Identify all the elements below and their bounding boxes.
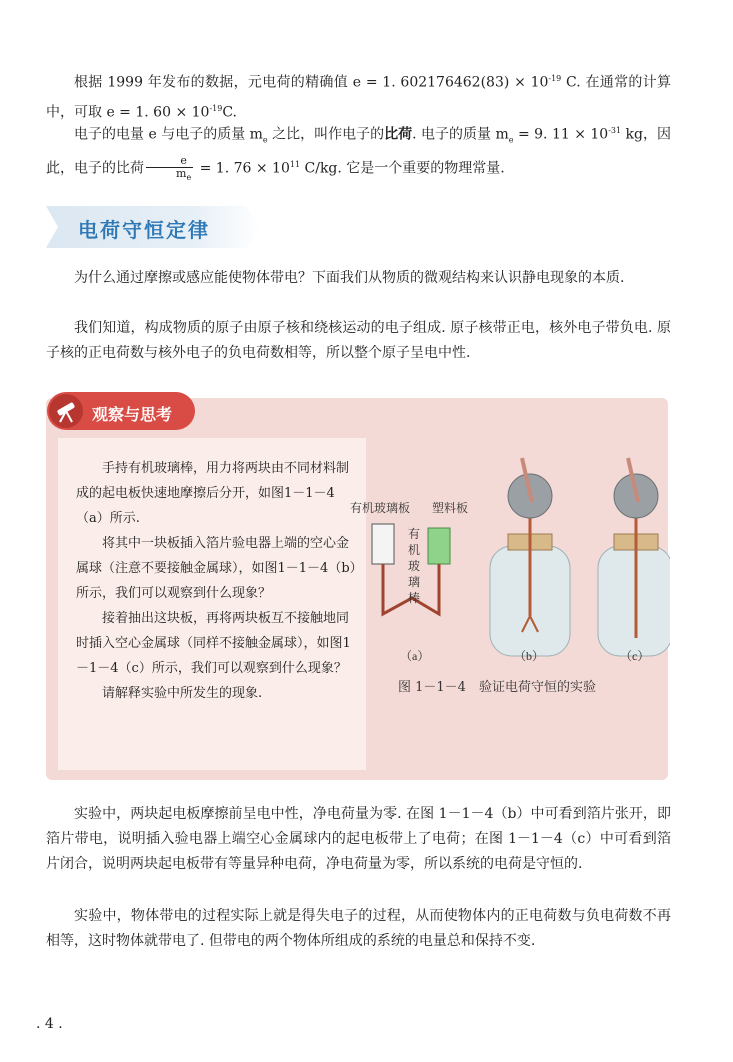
step-3-text: 接着抽出这块板，再将两块板互不接触地同时插入空心金属球（同样不接触金属球），如图1－1－4（c）所示，我们可以观察到什么现象？ <box>76 611 351 676</box>
rod-char-5: 棒 <box>408 591 421 605</box>
paragraph-atom-structure: 我们知道，构成物质的原子由原子核和绕核运动的电子组成. 原子核带正电，核外电子带负电. 原子核的正电荷数与核外电子的负电荷数相等，所以整个原子呈电中性. <box>46 320 671 361</box>
sub-label-a: （a） <box>400 649 430 663</box>
plexiglass-plate <box>372 524 394 564</box>
sub-label-c: （c） <box>620 649 650 663</box>
page-number: . 4 . <box>36 1016 63 1032</box>
sub-label-b: （b） <box>514 649 545 663</box>
rod-char-1: 有 <box>408 527 421 541</box>
paragraph-elementary-charge: 根据 1999 年发布的数据，元电荷的精确值 e = 1. $602176462(83) \times 10^{-19}$ C. 在通常的计算中，可取 e = 1. $60 \times 10^{-19}C$. <box>46 74 671 121</box>
electroscope-b <box>490 458 570 656</box>
rod-char-3: 玻 <box>408 559 421 573</box>
plastic-plate <box>428 528 450 564</box>
label-plexiglass-plate: 有机玻璃板 <box>350 501 411 515</box>
step-4-text: 请解释实验中所发生的现象. <box>102 686 263 701</box>
section-title: 电荷守恒定律 <box>78 218 210 242</box>
figure-caption: 图 1－1－4 验证电荷守恒的实验 <box>398 680 596 695</box>
telescope-icon <box>49 394 83 428</box>
label-plastic-plate: 塑料板 <box>432 501 469 515</box>
paragraph-experiment-explanation: 实验中，两块起电板摩擦前呈电中性，净电荷量为零. 在图 1－1－4（b）中可看到箔片张开，即箔片带电，说明插入验电器上端空心金属球内的起电板带上了电荷；在图 1－1－4（c）中可看到箔片闭合，说明两块起电板带有等量异种电荷，净电荷量为零，所以系统的电荷是守恒的. <box>46 806 671 872</box>
observe-think-label: 观察与思考 <box>92 405 173 424</box>
electroscope-figure <box>340 448 670 708</box>
rod-char-2: 机 <box>408 543 421 557</box>
paragraph-charge-mass-ratio: 电子的电量 e 与电子的质量 $m_e$ 之比，叫作电子的比荷. 电子的质量 $m_e = 9$. $11 \times 10^{-31}$ kg，因此，电子的比荷 $\frac{e}{m_e}$ = 1. $76 \times 10^{11}$ C/kg. 它是一个重要的物理常量. <box>46 126 672 182</box>
step-1-text: 手持有机玻璃棒，用力将两块由不同材料制成的起电板快速地摩擦后分开，如图1－1－4（a）所示. <box>76 461 350 526</box>
rod-char-4: 璃 <box>408 575 421 589</box>
paragraph-question: 为什么通过摩擦或感应能使物体带电？下面我们从物质的微观结构来认识静电现象的本质. <box>74 270 625 286</box>
step-2-text: 将其中一块板插入箔片验电器上端的空心金属球（注意不要接触金属球），如图1－1－4（b）所示，我们可以观察到什么现象？ <box>76 536 357 601</box>
fraction-e-over-me: $\frac{e}{m_e}$ <box>146 155 193 184</box>
observe-think-content <box>76 456 358 706</box>
paragraph-charge-conservation: 实验中，物体带电的过程实际上就是得失电子的过程，从而使物体内的正电荷数与负电荷数不再相等，这时物体就带电了. 但带电的两个物体所组成的系统的电量总和保持不变. <box>46 908 671 949</box>
electroscope-c <box>598 458 670 656</box>
